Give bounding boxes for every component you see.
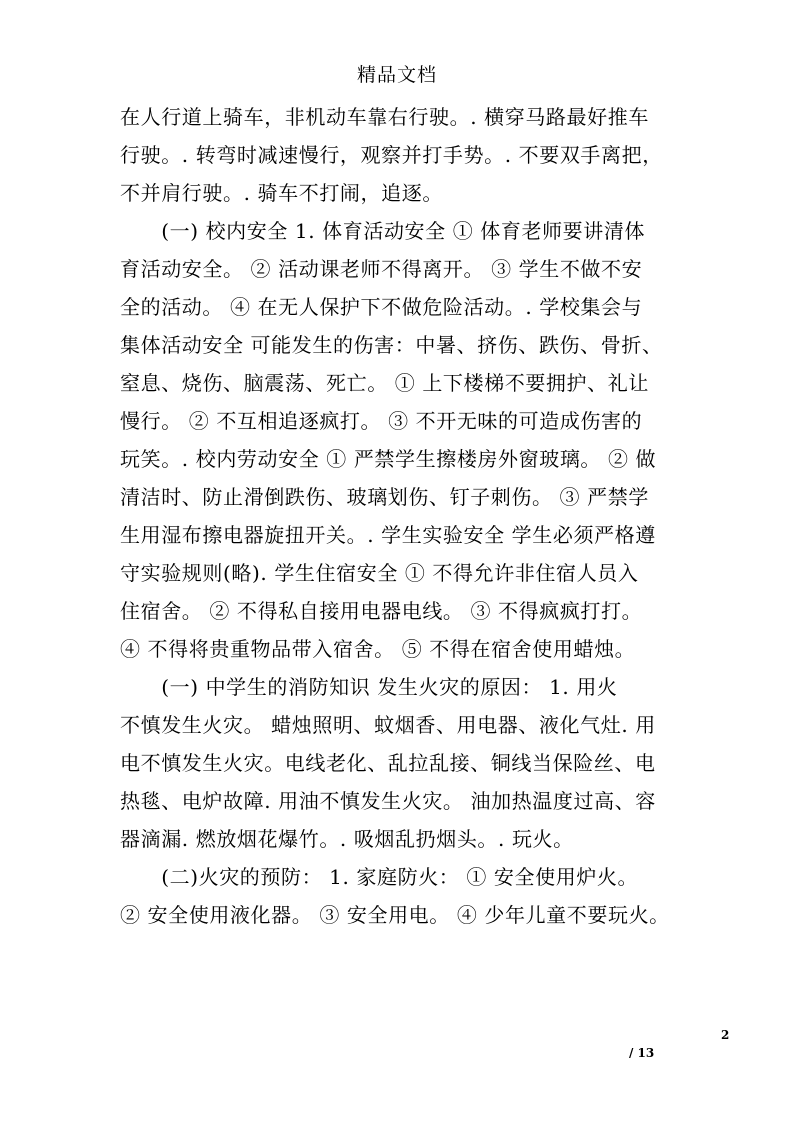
text-line: 器滴漏. 燃放烟花爆竹。. 吸烟乱扔烟头。. 玩火。 [120,827,574,851]
text-line: 电不慎发生火灾。电线老化、乱拉乱接、铜线当保险丝、电 [120,751,656,775]
text-line: 集体活动安全 可能发生的伤害：中暑、挤伤、跌伤、骨折、 [120,333,663,357]
text-line: (一) 中学生的消防知识 发生火灾的原因： 1. 用火 [120,675,618,699]
text-line: 全的活动。 ④ 在无人保护下不做危险活动。. 学校集会与 [120,295,643,319]
text-line: 在人行道上骑车，非机动车靠右行驶。. 横穿马路最好推车 [120,105,649,129]
text-line: ② 安全使用液化器。 ③ 安全用电。 ④ 少年儿童不要玩火。 [120,903,670,927]
text-line: 住宿舍。 ② 不得私自接用电器电线。 ③ 不得疯疯打打。 [120,599,643,623]
body-text [120,101,688,937]
text-line: 行驶。. 转弯时减速慢行，观察并打手势。. 不要双手离把， [120,143,663,167]
text-line: 生用湿布擦电器旋扭开关。. 学生实验安全 学生必须严格遵 [120,523,656,547]
text-line: 清洁时、防止滑倒跌伤、玻璃划伤、钉子刺伤。 ③ 严禁学 [120,485,649,509]
text-line: ④ 不得将贵重物品带入宿舍。 ⑤ 不得在宿舍使用蜡烛。 [120,637,636,661]
text-line: 玩笑。. 校内劳动安全 ① 严禁学生擦楼房外窗玻璃。 ② 做 [120,447,657,471]
text-line: 窒息、烧伤、脑震荡、死亡。 ① 上下楼梯不要拥护、礼让 [120,371,649,395]
text-line: 守实验规则(略). 学生住宿安全 ① 不得允许非住宿人员入 [120,561,639,585]
text-line: 育活动安全。 ② 活动课老师不得离开。 ③ 学生不做不安 [120,257,643,281]
text-line: 热毯、电炉故障. 用油不慎发生火灾。 油加热温度过高、容 [120,789,656,813]
text-line: 不并肩行驶。. 骑车不打闹，追逐。 [120,181,443,205]
text-line: 慢行。 ② 不互相追逐疯打。 ③ 不开无味的可造成伤害的 [120,409,643,433]
page-number: 2 [721,1028,730,1042]
text-line: (二)火灾的预防： 1. 家庭防火： ① 安全使用炉火。 [120,865,639,889]
text-line: 不慎发生火灾。 蜡烛照明、蚊烟香、用电器、液化气灶. 用 [120,713,656,737]
page-header-title: 精品文档 [356,64,437,86]
page-total: / 13 [629,1046,655,1060]
text-line: (一) 校内安全 1. 体育活动安全 ① 体育老师要讲清体 [120,219,646,243]
